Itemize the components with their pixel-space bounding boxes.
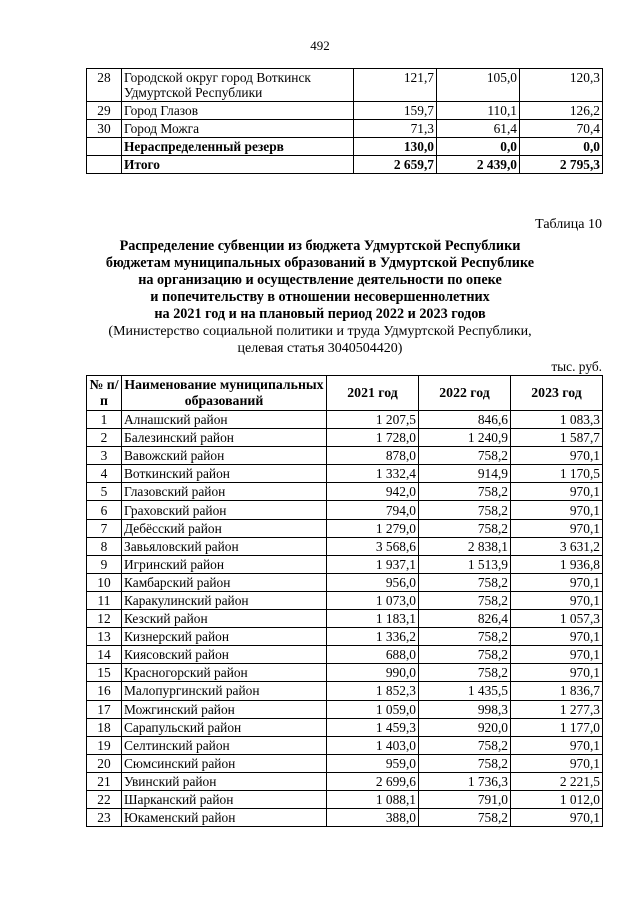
row-number: 1 [87,411,122,429]
row-number: 6 [87,501,122,519]
header-2023: 2023 год [511,376,603,411]
row-name: Балезинский район [122,429,327,447]
subvention-table-header [87,376,603,411]
row-name: Шарканский район [122,790,327,808]
table-row [87,465,603,483]
value-2023: 1 170,5 [511,465,603,483]
value-2021: 878,0 [327,447,419,465]
value-2021: 1 459,3 [327,718,419,736]
table-row [87,646,603,664]
header-number: № п/п [87,376,122,411]
row-number: 19 [87,736,122,754]
table-subtitle-line: целевая статья 3040504420) [237,341,403,357]
header-row [87,376,603,411]
row-number: 30 [87,120,122,138]
table-row [87,447,603,465]
value-2021: 2 699,6 [327,772,419,790]
row-name: Игринский район [122,555,327,573]
value-2022: 914,9 [419,465,511,483]
value-2023: 970,1 [511,736,603,754]
table-row [87,69,603,102]
row-number: 29 [87,102,122,120]
row-number: 16 [87,682,122,700]
value-2021: 1 937,1 [327,555,419,573]
table-row [87,610,603,628]
row-number: 2 [87,429,122,447]
header-2021: 2021 год [327,376,419,411]
value-2022: 846,6 [419,411,511,429]
value-2021: 121,7 [354,69,437,102]
value-2023: 1 936,8 [511,555,603,573]
table-row [87,537,603,555]
value-2022: 61,4 [437,120,520,138]
table-row [87,138,603,156]
row-name: Вавожский район [122,447,327,465]
value-2023: 970,1 [511,501,603,519]
continuation-table [86,68,603,174]
value-2022: 758,2 [419,754,511,772]
table-subtitle-line: (Министерство социальной политики и труда Удмуртской Республики, [108,324,532,339]
table-caption: Таблица 10 [535,217,602,232]
row-number: 8 [87,537,122,555]
table-title-line: бюджетам муниципальных образований в Удмуртской Республике [105,255,535,272]
row-number: 14 [87,646,122,664]
units-label: тыс. руб. [551,359,602,374]
table-title-line: Распределение субвенции из бюджета Удмуртской Республики [119,238,521,254]
row-number: 20 [87,754,122,772]
value-2021: 1 279,0 [327,519,419,537]
table-row [87,483,603,501]
subvention-table-body [87,411,603,827]
value-2022: 758,2 [419,809,511,827]
row-number: 15 [87,664,122,682]
row-name: Увинский район [122,772,327,790]
row-name: Кезский район [122,610,327,628]
value-2022: 1 240,9 [419,429,511,447]
value-2023: 970,1 [511,809,603,827]
page-number: 492 [310,38,330,53]
table-row [87,754,603,772]
table-row [87,501,603,519]
value-2022: 758,2 [419,573,511,591]
row-name: Завьяловский район [122,537,327,555]
value-2021: 1 183,1 [327,610,419,628]
row-number: 5 [87,483,122,501]
value-2021: 2 659,7 [354,156,437,174]
row-number [87,156,122,174]
continuation-table-body [87,69,603,174]
row-number: 12 [87,610,122,628]
row-name: Камбарский район [122,573,327,591]
row-number: 21 [87,772,122,790]
row-number: 11 [87,591,122,609]
value-2021: 1 059,0 [327,700,419,718]
value-2023: 1 012,0 [511,790,603,808]
table-row [87,628,603,646]
value-2022: 758,2 [419,519,511,537]
value-2021: 159,7 [354,102,437,120]
row-number: 13 [87,628,122,646]
row-number: 17 [87,700,122,718]
value-2022: 758,2 [419,483,511,501]
table-row [87,519,603,537]
row-name: Киясовский район [122,646,327,664]
value-2022: 758,2 [419,664,511,682]
row-name: Кизнерский район [122,628,327,646]
value-2023: 970,1 [511,628,603,646]
value-2022: 105,0 [437,69,520,102]
value-2023: 970,1 [511,646,603,664]
row-name: Красногорский район [122,664,327,682]
table-row [87,718,603,736]
value-2022: 1 513,9 [419,555,511,573]
row-name: Селтинский район [122,736,327,754]
value-2023: 126,2 [520,102,603,120]
table-row [87,682,603,700]
subvention-table [86,375,603,827]
value-2022: 1 736,3 [419,772,511,790]
value-2023: 970,1 [511,573,603,591]
row-number: 9 [87,555,122,573]
row-number: 23 [87,809,122,827]
value-2022: 2 439,0 [437,156,520,174]
row-name: Итого [122,156,354,174]
value-2023: 970,1 [511,664,603,682]
value-2023: 1 177,0 [511,718,603,736]
value-2022: 758,2 [419,447,511,465]
table-row [87,809,603,827]
header-2022: 2022 год [419,376,511,411]
value-2023: 1 277,3 [511,700,603,718]
row-number [87,138,122,156]
row-number: 4 [87,465,122,483]
value-2021: 130,0 [354,138,437,156]
value-2023: 2 795,3 [520,156,603,174]
value-2022: 758,2 [419,628,511,646]
value-2021: 388,0 [327,809,419,827]
value-2022: 791,0 [419,790,511,808]
table-row [87,591,603,609]
value-2023: 970,1 [511,591,603,609]
row-name: Сюмсинский район [122,754,327,772]
value-2022: 2 838,1 [419,537,511,555]
row-name: Нераспределенный резерв [122,138,354,156]
table-row [87,790,603,808]
value-2021: 1 336,2 [327,628,419,646]
row-name: Город Глазов [122,102,354,120]
row-name: Городской округ город Воткинск Удмуртской Республики [122,69,354,102]
value-2022: 758,2 [419,646,511,664]
row-name: Малопургинский район [122,682,327,700]
value-2021: 1 852,3 [327,682,419,700]
value-2021: 942,0 [327,483,419,501]
table-row [87,102,603,120]
table-row [87,736,603,754]
table-title [80,238,560,323]
value-2021: 1 403,0 [327,736,419,754]
value-2022: 758,2 [419,501,511,519]
value-2021: 1 073,0 [327,591,419,609]
row-name: Воткинский район [122,465,327,483]
row-name: Граховский район [122,501,327,519]
row-name: Каракулинский район [122,591,327,609]
table-row [87,772,603,790]
value-2021: 688,0 [327,646,419,664]
value-2022: 758,2 [419,591,511,609]
header-name: Наименование муниципальных образований [122,376,327,411]
value-2022: 110,1 [437,102,520,120]
table-row [87,664,603,682]
value-2023: 2 221,5 [511,772,603,790]
table-subtitle [80,323,560,357]
value-2023: 970,1 [511,519,603,537]
table-row [87,120,603,138]
row-number: 10 [87,573,122,591]
table-row [87,700,603,718]
value-2021: 956,0 [327,573,419,591]
value-2022: 826,4 [419,610,511,628]
row-number: 3 [87,447,122,465]
value-2022: 998,3 [419,700,511,718]
value-2023: 970,1 [511,483,603,501]
table-row [87,555,603,573]
value-2022: 920,0 [419,718,511,736]
row-name: Глазовский район [122,483,327,501]
table-row [87,411,603,429]
row-name: Город Можга [122,120,354,138]
row-name: Алнашский район [122,411,327,429]
value-2022: 1 435,5 [419,682,511,700]
value-2023: 120,3 [520,69,603,102]
value-2021: 1 332,4 [327,465,419,483]
value-2021: 990,0 [327,664,419,682]
value-2023: 970,1 [511,447,603,465]
row-name: Сарапульский район [122,718,327,736]
row-name: Можгинский район [122,700,327,718]
value-2021: 1 207,5 [327,411,419,429]
row-name: Дебёсский район [122,519,327,537]
row-name: Юкаменский район [122,809,327,827]
value-2021: 959,0 [327,754,419,772]
table-row [87,156,603,174]
value-2023: 3 631,2 [511,537,603,555]
value-2021: 71,3 [354,120,437,138]
value-2023: 970,1 [511,754,603,772]
value-2021: 3 568,6 [327,537,419,555]
row-number: 22 [87,790,122,808]
value-2023: 1 587,7 [511,429,603,447]
value-2023: 1 057,3 [511,610,603,628]
table-title-line: и попечительству в отношении несовершеннолетних [150,289,490,306]
value-2021: 1 088,1 [327,790,419,808]
table-row [87,429,603,447]
value-2023: 1 836,7 [511,682,603,700]
row-number: 7 [87,519,122,537]
value-2023: 0,0 [520,138,603,156]
table-title-line: на организацию и осуществление деятельности по опеке [138,272,502,289]
table-title-line: на 2021 год и на плановый период 2022 и 2023 годов [154,306,486,323]
value-2021: 794,0 [327,501,419,519]
value-2022: 0,0 [437,138,520,156]
row-number: 18 [87,718,122,736]
value-2022: 758,2 [419,736,511,754]
table-row [87,573,603,591]
value-2021: 1 728,0 [327,429,419,447]
value-2023: 1 083,3 [511,411,603,429]
value-2023: 70,4 [520,120,603,138]
row-number: 28 [87,69,122,102]
